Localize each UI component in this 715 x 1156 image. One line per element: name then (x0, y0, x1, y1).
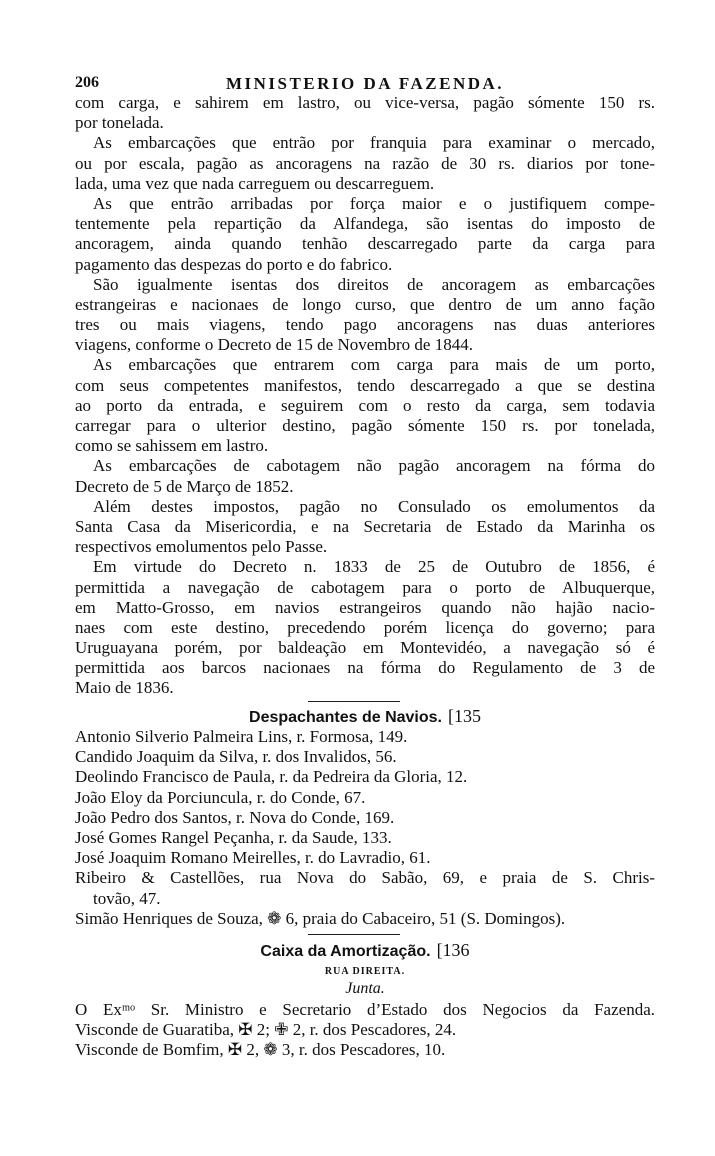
paragraph-line: São igualmente isentas dos direitos de ancoragem as embarcações (93, 274, 655, 294)
list-item: Visconde de Bomfim, ✠ 2, ❁ 3, r. dos Pescadores, 10. (75, 1040, 446, 1060)
list-item: João Eloy da Porciuncula, r. do Conde, 67. (75, 787, 366, 807)
paragraph-line: ao porto da entrada, e seguirem com o resto da carga, sem todavia (75, 395, 655, 415)
body-text (75, 93, 655, 699)
paragraph-line: ancoragem, ainda quando tenhão descarregado parte da carga para (75, 234, 655, 254)
list-item: O Exᵐᵒ Sr. Ministro e Secretario d’Estado dos Negocios da Fazenda. (75, 1000, 655, 1019)
section-ref: [135 (447, 706, 481, 726)
section-heading-caixa (75, 940, 655, 961)
junta-list (75, 1000, 655, 1061)
page-number: 206 (75, 74, 99, 91)
list-item: João Pedro dos Santos, r. Nova do Conde, 169. (75, 807, 395, 827)
paragraph-line: por tonelada. (75, 113, 164, 133)
paragraph-line: As embarcações de cabotagem não pagão ancoragem na fórma do (93, 456, 655, 476)
paragraph-line: lada, uma vez que nada carreguem ou descarreguem. (75, 173, 435, 193)
list-item: Simão Henriques de Souza, ❁ 6, praia do Cabaceiro, 51 (S. Domingos). (75, 908, 566, 928)
paragraph-line: estrangeiras e nacionaes de longo curso, que dentro de um anno fação (75, 294, 655, 314)
list-item: Antonio Silverio Palmeira Lins, r. Formosa, 149. (75, 727, 408, 746)
paragraph-line: em Matto-Grosso, em navios estrangeiros quando não hajão nacio- (75, 597, 655, 617)
list-item: tovão, 47. (93, 888, 161, 908)
section-title: Caixa da Amortização. (260, 943, 431, 960)
paragraph-line: tres ou mais viagens, tendo pago ancoragens nas duas anteriores (75, 315, 655, 335)
paragraph-line: permittida aos barcos nacionaes na fórma do Regulamento de 3 de (75, 658, 655, 678)
despachantes-list (75, 727, 655, 929)
section-divider (308, 934, 400, 935)
list-item: Candido Joaquim da Silva, r. dos Invalidos, 56. (75, 747, 397, 767)
paragraph-line: pagamento das despezas do porto e do fabrico. (75, 254, 393, 274)
paragraph-line: As que entrão arribadas por força maior e o justifiquem compe- (93, 193, 655, 213)
paragraph-line: naes com este destino, precedendo porém licença do governo; para (75, 617, 655, 637)
paragraph-line: Em virtude do Decreto n. 1833 de 25 de Outubro de 1856, é (93, 557, 655, 577)
subheading-junta: Junta. (345, 980, 385, 997)
list-item: José Gomes Rangel Peçanha, r. da Saude, 133. (75, 827, 392, 847)
paragraph-line: Uruguayana porém, por baldeação em Montevidéo, a navegação só é (75, 638, 655, 658)
paragraph-line: permittida a navegação de cabotagem para o porto de Albuquerque, (75, 577, 655, 597)
paragraph-line: Maio de 1836. (75, 678, 174, 698)
paragraph-line: Além destes impostos, pagão no Consulado os emolumentos da (93, 496, 655, 516)
paragraph-line: com seus competentes manifestos, tendo descarregado a que se destina (75, 375, 655, 395)
section-title: Despachantes de Navios. (249, 709, 442, 726)
paragraph-line: respectivos emolumentos pelo Passe. (75, 537, 328, 557)
paragraph-line: como se sahissem em lastro. (75, 436, 269, 456)
paragraph-line: As embarcações que entrarem com carga para mais de um porto, (93, 355, 655, 375)
paragraph-line: carregar para o ulterior destino, pagão sómente 150 rs. por tonelada, (75, 416, 655, 435)
section-heading-despachantes (75, 706, 655, 727)
paragraph-line: ou por escala, pagão as ancoragens na razão de 30 rs. diarios por tone- (75, 153, 655, 173)
section-subtitle: RUA DIREITA. (324, 966, 406, 977)
running-title: MINISTERIO DA FAZENDA. (225, 74, 505, 93)
list-item: Deolindo Francisco de Paula, r. da Pedreira da Gloria, 12. (75, 767, 468, 787)
section-ref: [136 (436, 940, 470, 960)
list-item: José Joaquim Romano Meirelles, r. do Lavradio, 61. (75, 848, 431, 868)
paragraph-line: tentemente pela repartição da Alfandega, são isentas do imposto de (75, 214, 655, 234)
list-item: Ribeiro & Castellões, rua Nova do Sabão, 69, e praia de S. Chris- (75, 868, 655, 888)
list-item: Visconde de Guaratiba, ✠ 2; ✙ 2, r. dos Pescadores, 24. (75, 1020, 457, 1040)
paragraph-line: Decreto de 5 de Março de 1852. (75, 476, 294, 496)
paragraph-line: viagens, conforme o Decreto de 15 de Novembro de 1844. (75, 335, 473, 355)
paragraph-line: As embarcações que entrão por franquia para examinar o mercado, (93, 133, 655, 153)
paragraph-line: com carga, e sahirem em lastro, ou vice-versa, pagão sómente 150 rs. (75, 93, 655, 112)
section-divider (308, 701, 400, 702)
paragraph-line: Santa Casa da Misericordia, e na Secretaria de Estado da Marinha os (75, 516, 655, 536)
